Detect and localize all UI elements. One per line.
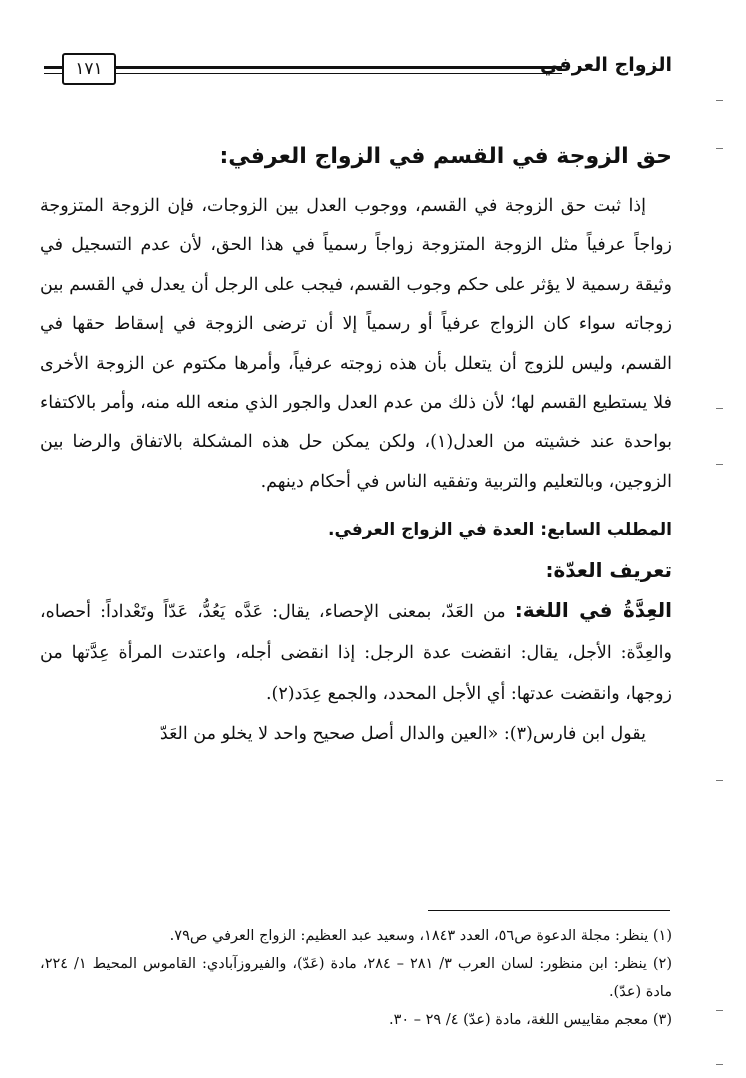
page-number: ١٧١ [62, 53, 116, 85]
lughah-text: من العَدّ، بمعنى الإحصاء، يقال: عَدَّه يَعُدُّ، عَدّاً وتَعْداداً: أحصاه، والعِدَّة: الأجل، يقال: انقضت عدة الرجل: إذا انقضى أجله، واعتدت المرأة عِدَّتها من زوجها، وانقضت عدتها: أي الأجل المحدد، والجمع عِدَد(٢). [40, 602, 672, 705]
section-heading: حق الزوجة في القسم في الزواج العرفي: [219, 144, 672, 169]
margin-mark [716, 100, 723, 101]
header-title: الزواج العرفي [540, 54, 672, 76]
margin-mark [716, 1064, 723, 1065]
matlab-heading: المطلب السابع: العدة في الزواج العرفي. [328, 520, 672, 541]
lughah-term: العِدَّةُ في اللغة: [514, 598, 672, 623]
footnote-1: (١) ينظر: مجلة الدعوة ص٥٦، العدد ١٨٤٣، وسعيد عبد العظيم: الزواج العرفي ص٧٩. [169, 928, 672, 944]
main-text [40, 135, 672, 755]
header-rule-left [44, 66, 62, 74]
margin-mark [716, 408, 723, 409]
margin-mark [716, 464, 723, 465]
definition-heading: تعريف العدّة: [545, 558, 672, 583]
lughah-paragraph [40, 590, 672, 715]
footnote-3: (٣) معجم مقاييس اللغة، مادة (عدّ) ٤/ ٢٩ – ٣٠. [388, 1012, 672, 1028]
footnotes [40, 922, 672, 1034]
footnote-rule [428, 910, 670, 911]
section-paragraph: إذا ثبت حق الزوجة في القسم، ووجوب العدل بين الزوجات، فإن الزوجة المتزوجة زواجاً عرفياً مثل الزوجة المتزوجة زواجاً رسمياً في هذا الحق، لأن عدم التسجيل في وثيقة رسمية لا يؤثر على حكم وجوب القسم، فيجب على الرجل أن يعدل في القسم بين زوجاته سواء كان الزواج عرفياً أو رسمياً إلا أن ترضى الزوجة في إسقاط حقها في القسم، وليس للزوج أن يتعلل بأن هذه زوجته عرفياً، وأمرها مكتوم عن الزوجة الأخرى فلا يستطيع القسم لها؛ لأن ذلك من عدم العدل والجور الذي منعه الله منه، وأمر بالاكتفاء بواحدة عند خشيته من العدل(١)، ولكن يمكن حل هذه المشكلة بالاتفاق والرضا بين الزوجين، وبالتعليم والتربية وتفقيه الناس في أحكام دينهم. [40, 196, 673, 492]
ibn-faris-paragraph: يقول ابن فارس(٣): «العين والدال أصل صحيح واحد لا يخلو من العَدّ [159, 724, 646, 745]
margin-mark [716, 148, 723, 149]
header-rule [114, 66, 562, 74]
margin-mark [716, 780, 723, 781]
margin-mark [716, 1010, 723, 1011]
running-header [44, 50, 672, 90]
footnote-2: (٢) ينظر: ابن منظور: لسان العرب ٣/ ٢٨١ – ٢٨٤، مادة (عَدّ)، والفيروزآبادي: القاموس المحيط ١/ ٢٢٤، مادة (عدّ). [40, 956, 672, 1000]
